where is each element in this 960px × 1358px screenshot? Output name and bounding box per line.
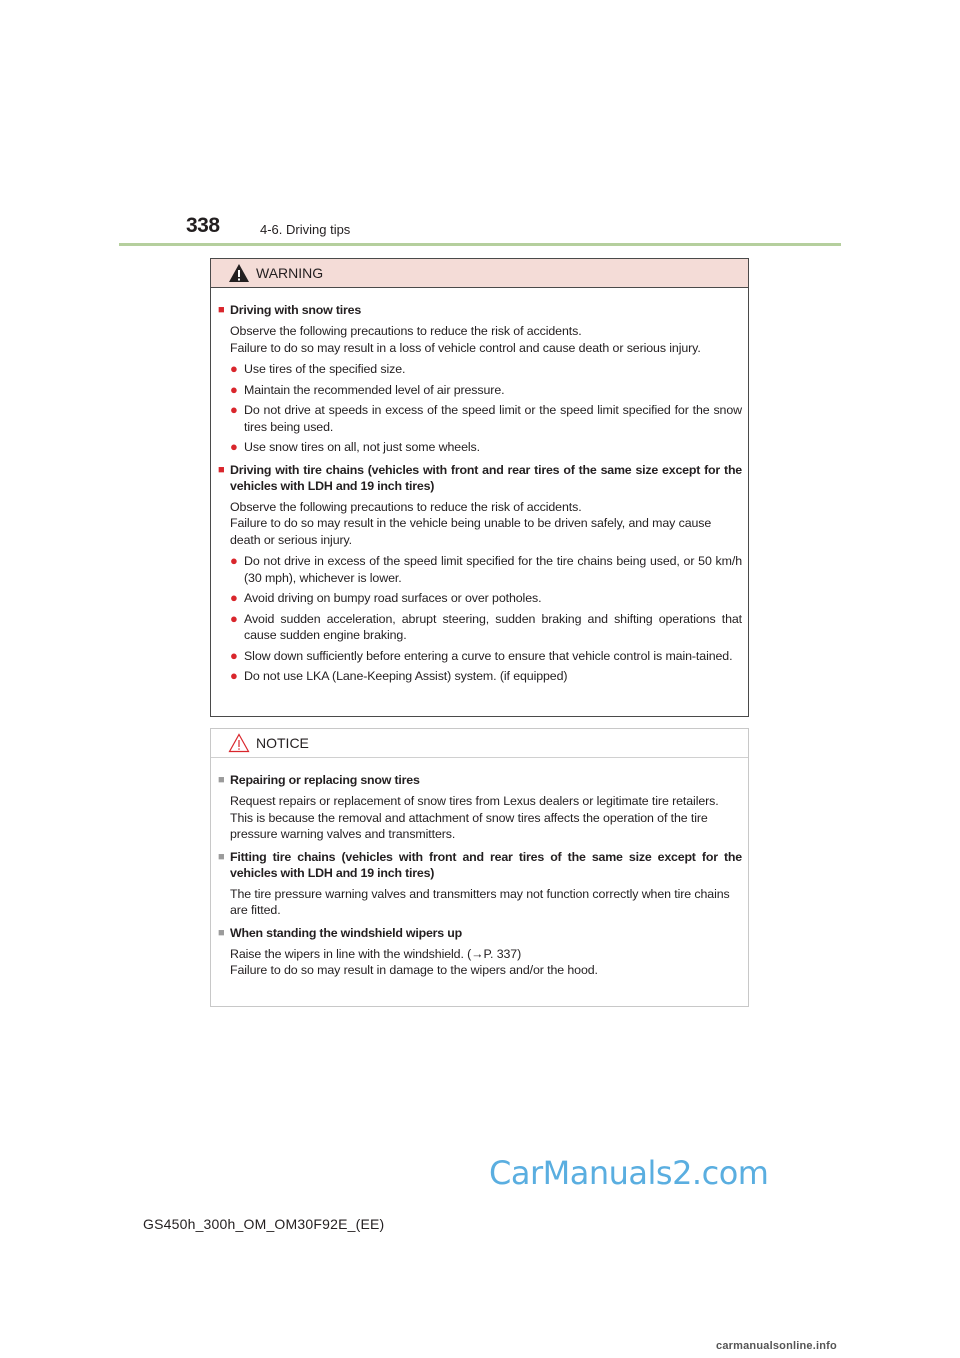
section-heading: Driving with tire chains (vehicles with front and rear tires of the same size except for the vehicles with LDH and 19 inch tires) xyxy=(230,462,742,493)
square-marker-icon: ■ xyxy=(218,926,225,939)
list-item xyxy=(230,590,742,607)
warning-triangle-icon xyxy=(228,263,250,283)
section-title-row xyxy=(218,849,742,881)
list-item xyxy=(230,402,742,435)
section xyxy=(218,925,742,979)
paragraph: Request repairs or replacement of snow tires from Lexus dealers or legitimate tire retailers. xyxy=(230,794,719,808)
section xyxy=(218,302,742,456)
square-marker-icon: ■ xyxy=(218,304,225,316)
round-bullet-icon: ● xyxy=(230,553,238,568)
carmanuals-logo: CarManuals2.com xyxy=(489,1154,769,1192)
bullet-text: Avoid driving on bumpy road surfaces or over potholes. xyxy=(244,591,542,605)
paragraph: Observe the following precautions to reduce the risk of accidents. xyxy=(230,324,582,338)
square-marker-icon: ■ xyxy=(218,463,225,476)
warning-header xyxy=(211,259,748,288)
section xyxy=(218,849,742,919)
square-marker-icon: ■ xyxy=(218,850,225,863)
bullet-text: Do not drive in excess of the speed limit specified for the tire chains being used, or 50 km/h (30 mph), whichever is lower. xyxy=(244,554,742,585)
notice-body xyxy=(211,758,748,979)
paragraph: Failure to do so may result in damage to the wipers and/or the hood. xyxy=(230,963,598,977)
list-item xyxy=(230,439,742,456)
round-bullet-icon: ● xyxy=(230,361,238,376)
paragraph: Observe the following precautions to reduce the risk of accidents. xyxy=(230,499,582,514)
notice-label: NOTICE xyxy=(256,735,309,751)
paragraph: Failure to do so may result in a loss of vehicle control and cause death or serious injury. xyxy=(230,340,701,355)
page-number: 338 xyxy=(186,214,220,237)
bullet-text: Do not drive at speeds in excess of the speed limit or the speed limit specified for the snow tires being used. xyxy=(244,403,742,434)
paragraph: This is because the removal and attachment of snow tires affects the operation of the tire pressure warning valves and transmitters. xyxy=(230,810,708,841)
bullet-list xyxy=(230,553,742,685)
header-rule xyxy=(119,243,841,246)
round-bullet-icon: ● xyxy=(230,668,238,683)
paragraph: The tire pressure warning valves and transmitters may not function correctly when tire chains are fitted. xyxy=(230,886,730,917)
paragraph: Raise the wipers in line with the windshield. (→P. 337) xyxy=(230,946,522,961)
list-item xyxy=(230,611,742,644)
list-item xyxy=(230,648,742,665)
bullet-text: Use snow tires on all, not just some wheels. xyxy=(244,440,480,454)
bullet-text: Maintain the recommended level of air pressure. xyxy=(244,382,505,397)
round-bullet-icon: ● xyxy=(230,610,238,626)
section-title-row xyxy=(218,462,742,494)
round-bullet-icon: ● xyxy=(230,439,238,454)
section-heading: Driving with snow tires xyxy=(230,303,362,317)
site-watermark: carmanualsonline.info xyxy=(716,1340,837,1352)
round-bullet-icon: ● xyxy=(230,647,238,663)
list-item xyxy=(230,361,742,378)
list-item xyxy=(230,382,742,399)
section-title-row xyxy=(218,925,742,941)
square-marker-icon: ■ xyxy=(218,774,225,786)
round-bullet-icon: ● xyxy=(230,402,238,417)
bullet-text: Do not use LKA (Lane-Keeping Assist) system. (if equipped) xyxy=(244,669,568,683)
paragraph: Failure to do so may result in the vehicle being unable to be driven safely, and may cause death or serious injury. xyxy=(230,516,712,547)
section xyxy=(218,462,742,685)
bullet-text: Avoid sudden acceleration, abrupt steering, sudden braking and shifting operations that cause sudden engine braking. xyxy=(244,611,742,642)
warning-box xyxy=(210,258,749,717)
warning-label: WARNING xyxy=(256,265,324,281)
section-heading: Fitting tire chains (vehicles with front and rear tires of the same size except for the vehicles with LDH and 19 inch tires) xyxy=(230,849,742,880)
section-title-row xyxy=(218,772,742,788)
bullet-text: Slow down sufficiently before entering a curve to ensure that vehicle control is main-tained. xyxy=(244,648,733,663)
section-heading: Repairing or replacing snow tires xyxy=(230,773,420,787)
bullet-list xyxy=(230,361,742,456)
section-title-row xyxy=(218,302,742,318)
section xyxy=(218,772,742,843)
list-item xyxy=(230,668,742,685)
notice-box xyxy=(210,728,749,1007)
notice-header xyxy=(211,729,748,758)
bullet-text: Use tires of the specified size. xyxy=(244,362,406,376)
list-item xyxy=(230,553,742,586)
notice-triangle-icon xyxy=(228,733,250,753)
section-title: 4-6. Driving tips xyxy=(260,222,351,237)
model-code: GS450h_300h_OM_OM30F92E_(EE) xyxy=(143,1216,385,1232)
warning-body xyxy=(211,288,748,685)
round-bullet-icon: ● xyxy=(230,590,238,605)
section-heading: When standing the windshield wipers up xyxy=(230,925,462,940)
round-bullet-icon: ● xyxy=(230,381,238,397)
